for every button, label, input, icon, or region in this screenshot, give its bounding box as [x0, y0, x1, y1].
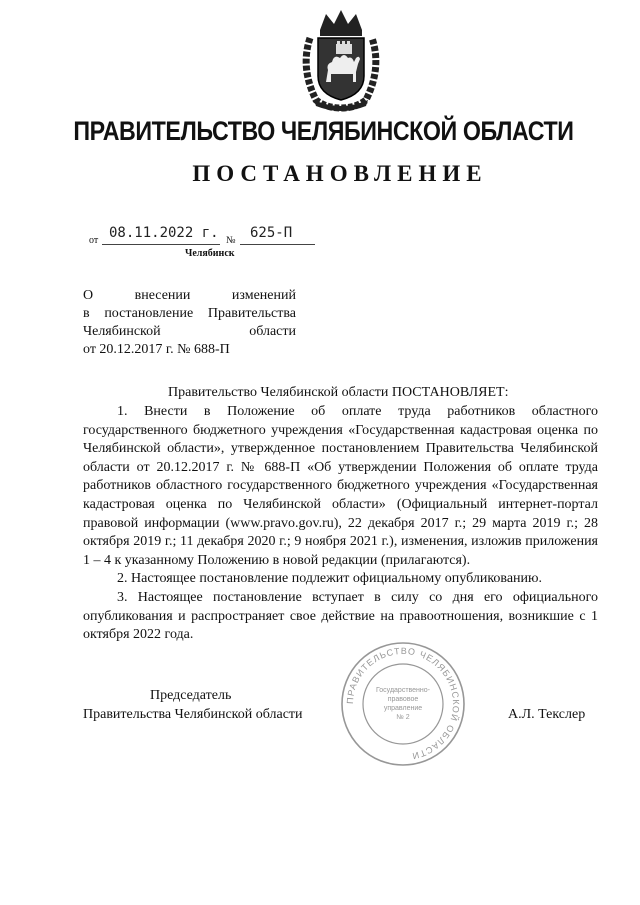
date-underline: [102, 244, 220, 245]
document-body: [83, 403, 598, 645]
number-prefix: №: [226, 235, 236, 246]
document-subject: [83, 287, 296, 359]
paragraph-2: 2. Настоящее постановление подлежит официальному опубликованию.: [117, 571, 542, 587]
subject-line: в постановление Правительства: [83, 306, 296, 321]
subject-line: Челябинской области: [83, 324, 296, 339]
stamp-center-line: № 2: [396, 714, 410, 721]
coat-of-arms-icon: [296, 8, 386, 112]
stamp-center-line: управление: [383, 705, 423, 712]
signatory-title-line2: Правительства Челябинской области: [83, 707, 303, 722]
document-date: 08.11.2022 г.: [109, 225, 219, 241]
subject-line: О внесении изменений: [83, 288, 296, 303]
official-stamp: [338, 640, 468, 768]
government-title: ПРАВИТЕЛЬСТВО ЧЕЛЯБИНСКОЙ ОБЛАСТИ: [73, 116, 574, 146]
number-underline: [240, 244, 315, 245]
document-type: ПОСТАНОВЛЕНИЕ: [192, 161, 488, 186]
subject-line: от 20.12.2017 г. № 688-П: [83, 342, 230, 357]
date-prefix: от: [89, 235, 99, 246]
signatory-title-line1: Председатель: [150, 688, 232, 703]
paragraph-3: 3. Настоящее постановление вступает в силу со дня его официального опубликования и распространяет свое действие на правоотношения, возникшие с 1 октября 2022 года.: [83, 589, 598, 643]
city-label: Челябинск: [185, 248, 235, 259]
signatory-name: А.Л. Текслер: [508, 707, 586, 722]
stamp-outer-text: ПРАВИТЕЛЬСТВО ЧЕЛЯБИНСКОЙ ОБЛАСТИ: [344, 645, 462, 762]
paragraph-1: 1. Внести в Положение об оплате труда работников областного государственного бюджетного учреждения «Государственная кадастровая оценка по Челябинской области», утвержденное постановлением Правительства Челябинской области от 20.12.2017 г. № 688-П «Об утверждении Положения об оплате труда работников областного государственного бюджетного учреждения «Государственная кадастровая оценка по Челябинской области» (Официальный интернет-портал правовой информации (www.pravo.gov.ru), 22 декабря 2017 г.; 29 марта 2019 г.; 28 октября 2019 г.; 11 декабря 2020 г.; 9 ноября 2021 г.), изменения, изложив приложения 1 – 4 к указанному Положению в новой редакции (прилагаются).: [83, 404, 598, 568]
preamble: Правительство Челябинской области ПОСТАНОВЛЯЕТ:: [168, 385, 509, 400]
stamp-center-line: правовое: [387, 696, 419, 703]
document-number: 625-П: [250, 225, 293, 241]
stamp-center-line: Государственно-: [375, 687, 431, 694]
